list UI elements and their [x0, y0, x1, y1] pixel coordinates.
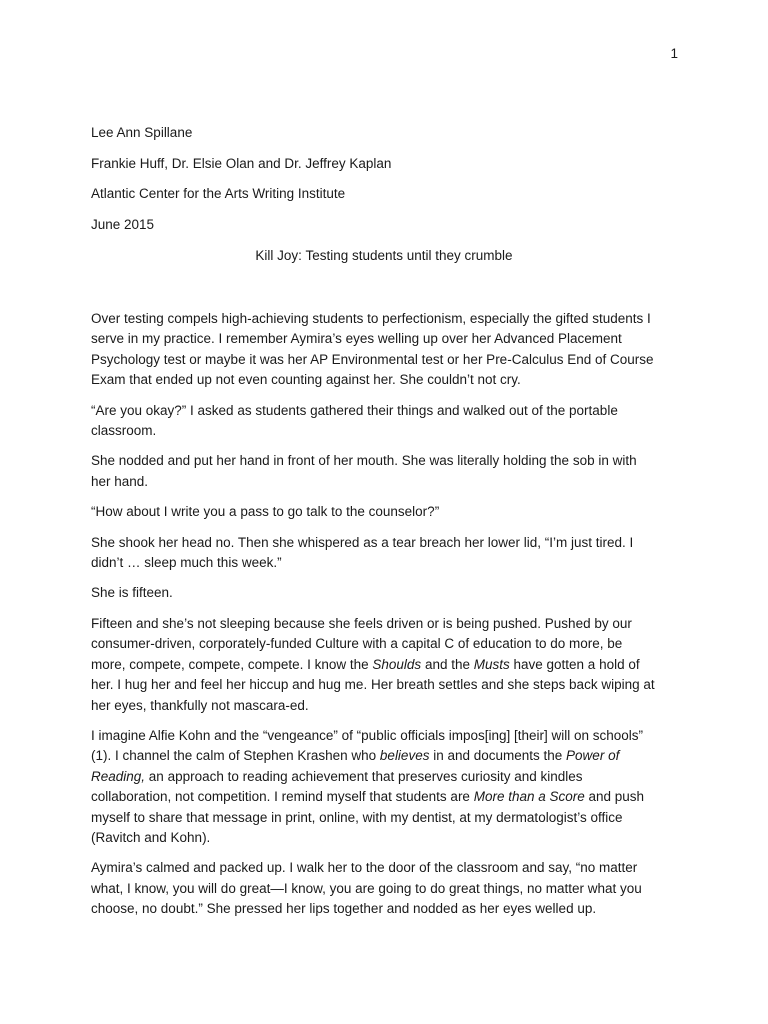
institute-name: Atlantic Center for the Arts Writing Institute — [91, 186, 346, 201]
italic-text: Reading, — [91, 768, 146, 784]
text-line: her hand. — [91, 473, 149, 489]
text-line: (Ravitch and Kohn). — [91, 829, 211, 845]
text-run: in and documents the — [429, 748, 567, 764]
text-line — [91, 787, 681, 807]
text-line: Exam that ended up not even counting against her. She couldn’t not cry. — [91, 372, 521, 388]
document-date: June 2015 — [91, 216, 155, 232]
text-line: didn’t … sleep much this week.” — [91, 555, 282, 571]
text-run: have gotten a hold of — [509, 656, 640, 672]
text-line: Fifteen and she’s not sleeping because she feels driven or is being pushed. Pushed by our — [91, 615, 632, 631]
italic-text: believes — [379, 748, 430, 764]
text-run: (1). I channel the calm of Stephen Krashen who — [91, 748, 380, 764]
paragraph — [91, 533, 681, 574]
text-line: her. I hug her and feel her hiccup and hug me. Her breath settles and she steps back wiping at — [91, 677, 655, 693]
text-line: “How about I write you a pass to go talk to the counselor?” — [91, 504, 440, 520]
text-line: She nodded and put her hand in front of her mouth. She was literally holding the sob in with — [91, 453, 637, 469]
paragraph — [91, 502, 681, 522]
text-line: Psychology test or maybe it was her AP Environmental test or her Pre-Calculus End of Course — [91, 351, 654, 367]
paragraph — [91, 451, 681, 492]
paragraph — [91, 401, 681, 442]
text-line: consumer-driven, corporately-funded Culture with a capital C of education to do more, be — [91, 636, 623, 652]
text-line — [91, 767, 681, 787]
paragraph — [91, 309, 681, 391]
document-title: Kill Joy: Testing students until they crumble — [255, 248, 513, 263]
text-line: classroom. — [91, 423, 157, 439]
text-line: her eyes, thankfully not mascara-ed. — [91, 697, 309, 713]
text-line — [91, 746, 681, 766]
paragraph — [91, 583, 681, 603]
text-line: what, I know, you will do great—I know, you are going to do great things, no matter what you — [91, 880, 642, 896]
text-run: and the — [421, 656, 474, 672]
document-header — [91, 124, 691, 246]
italic-text: Musts — [473, 656, 510, 672]
text-run: collaboration, not competition. I remind myself that students are — [91, 789, 474, 805]
text-run: an approach to reading achievement that preserves curiosity and kindles — [145, 768, 583, 784]
text-line: choose, no doubt.” She pressed her lips together and nodded as her eyes welled up. — [91, 901, 597, 917]
italic-text: More than a Score — [473, 789, 585, 805]
paragraph — [91, 614, 681, 716]
text-line: She is fifteen. — [91, 585, 173, 601]
text-line: Aymira’s calmed and packed up. I walk her to the door of the classroom and say, “no matter — [91, 860, 638, 876]
text-line — [91, 655, 681, 675]
paragraph — [91, 858, 681, 919]
italic-text: Shoulds — [372, 656, 422, 672]
text-line: She shook her head no. Then she whispered as a tear breach her lower lid, “I’m just tired. I — [91, 534, 634, 550]
text-line: Over testing compels high-achieving students to perfectionism, especially the gifted students I — [91, 311, 651, 326]
author-name: Lee Ann Spillane — [91, 125, 193, 140]
document-body — [91, 309, 681, 930]
instructor-names: Frankie Huff, Dr. Elsie Olan and Dr. Jeffrey Kaplan — [91, 155, 392, 171]
text-run: and push — [584, 789, 645, 805]
page-number: 1 — [670, 46, 678, 61]
text-line: “Are you okay?” I asked as students gathered their things and walked out of the portable — [91, 402, 618, 418]
text-line: I imagine Alfie Kohn and the “vengeance” of “public officials impos[ing] [their] will on schools” — [91, 727, 644, 743]
text-line: myself to share that message in print, online, with my dentist, at my dermatologist’s office — [91, 809, 623, 825]
paragraph — [91, 726, 681, 848]
text-line: serve in my practice. I remember Aymira’s eyes welling up over her Advanced Placement — [91, 331, 622, 347]
text-run: more, compete, compete, compete. I know the — [91, 656, 373, 672]
italic-text: Power of — [566, 748, 620, 764]
